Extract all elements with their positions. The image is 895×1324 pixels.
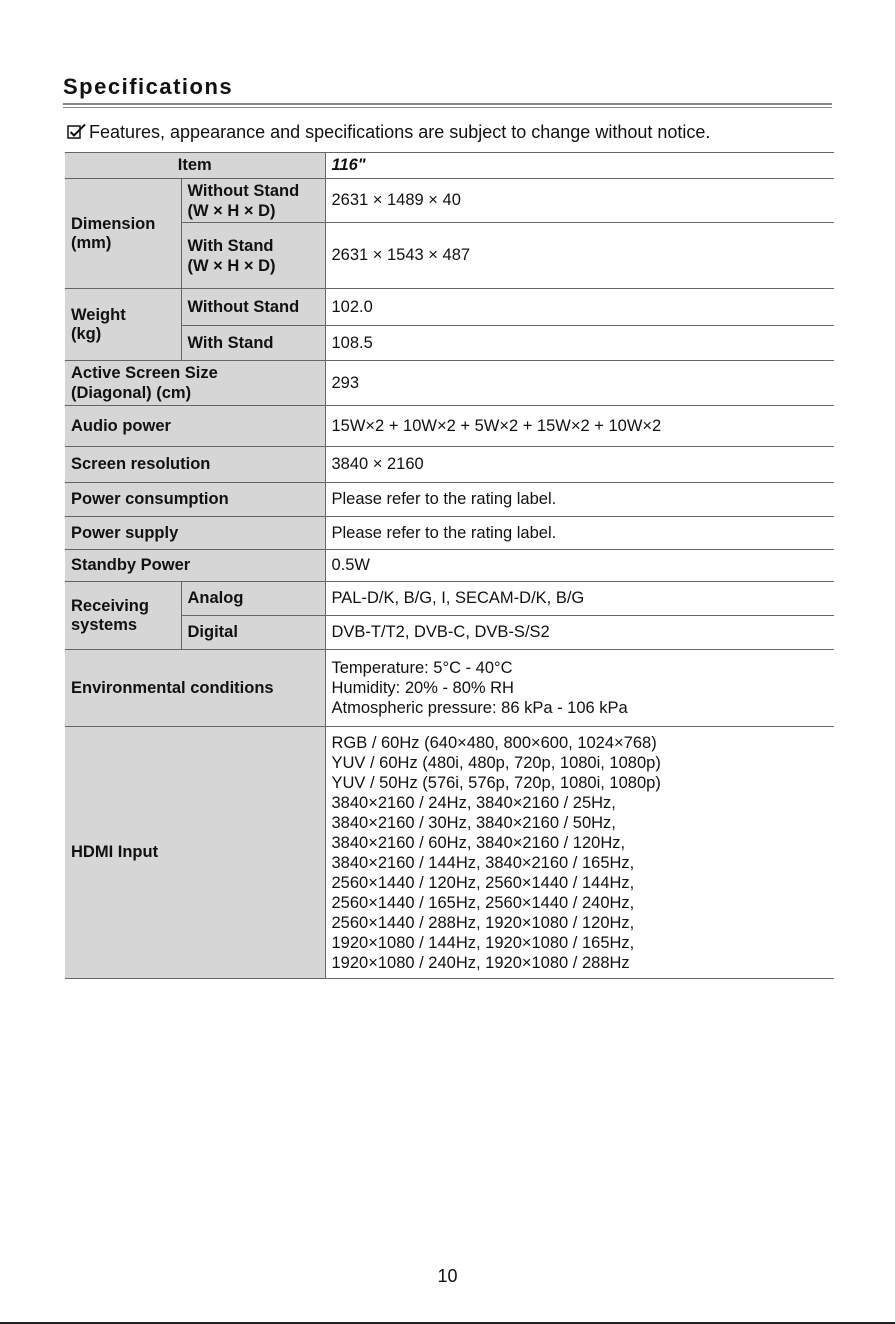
weight-without-stand-value: 102.0: [325, 289, 834, 326]
table-row: [65, 179, 834, 223]
weight-with-stand-value: 108.5: [325, 326, 834, 361]
table-row: [65, 289, 834, 326]
environmental-value: Temperature: 5°C - 40°C Humidity: 20% - 80% RH Atmospheric pressure: 86 kPa - 106 kPa: [325, 650, 834, 727]
receiving-digital-value: DVB-T/T2, DVB-C, DVB-S/S2: [325, 616, 834, 650]
environmental-label: Environmental conditions: [65, 650, 325, 727]
power-consumption-label: Power consumption: [65, 483, 325, 517]
dimension-with-stand-label: With Stand (W × H × D): [181, 223, 325, 289]
title-rule-thin: [63, 107, 832, 108]
table-row: [65, 650, 834, 727]
table-row: [65, 361, 834, 406]
screen-resolution-value: 3840 × 2160: [325, 447, 834, 483]
screen-size-value: 293: [325, 361, 834, 406]
table-row: [65, 406, 834, 447]
table-row: [65, 616, 834, 650]
table-row: [65, 582, 834, 616]
table-row: [65, 223, 834, 289]
notice: [67, 122, 710, 143]
receiving-systems-label: Receiving systems: [65, 582, 181, 650]
table-row: [65, 550, 834, 582]
dimension-with-stand-value: 2631 × 1543 × 487: [325, 223, 834, 289]
receiving-digital-label: Digital: [181, 616, 325, 650]
header-size: 116": [325, 153, 834, 179]
power-supply-value: Please refer to the rating label.: [325, 517, 834, 550]
weight-without-stand-label: Without Stand: [181, 289, 325, 326]
receiving-analog-value: PAL-D/K, B/G, I, SECAM-D/K, B/G: [325, 582, 834, 616]
title-rule: [63, 103, 832, 105]
receiving-analog-label: Analog: [181, 582, 325, 616]
dimension-label: Dimension (mm): [65, 179, 181, 289]
audio-power-label: Audio power: [65, 406, 325, 447]
power-supply-label: Power supply: [65, 517, 325, 550]
screen-size-label: Active Screen Size (Diagonal) (cm): [65, 361, 325, 406]
page-number: 10: [437, 1266, 458, 1286]
standby-power-label: Standby Power: [65, 550, 325, 582]
power-consumption-value: Please refer to the rating label.: [325, 483, 834, 517]
screen-resolution-label: Screen resolution: [65, 447, 325, 483]
weight-with-stand-label: With Stand: [181, 326, 325, 361]
dimension-without-stand-value: 2631 × 1489 × 40: [325, 179, 834, 223]
table-row: [65, 483, 834, 517]
specifications-table: [65, 152, 834, 979]
hdmi-value: RGB / 60Hz (640×480, 800×600, 1024×768) YUV / 60Hz (480i, 480p, 720p, 1080i, 1080p) YUV / 50Hz (576i, 576p, 720p, 1080i, 1080p) 3840×2160 / 24Hz, 3840×2160 / 25Hz, 3840×2160 / 30Hz, 3840×2160 / 50Hz, 3840×2160 / 60Hz, 3840×2160 / 120Hz, 3840×2160 / 144Hz, 3840×2160 / 165Hz, 2560×1440 / 120Hz, 2560×1440 / 144Hz, 2560×1440 / 165Hz, 2560×1440 / 240Hz, 2560×1440 / 288Hz, 1920×1080 / 120Hz, 1920×1080 / 144Hz, 1920×1080 / 165Hz, 1920×1080 / 240Hz, 1920×1080 / 288Hz: [325, 727, 834, 979]
standby-power-value: 0.5W: [325, 550, 834, 582]
notice-text: Features, appearance and specifications are subject to change without notice.: [89, 122, 711, 142]
table-header-row: [65, 153, 834, 179]
checkbox-checked-icon: [67, 123, 87, 139]
table-row: [65, 727, 834, 979]
weight-label: Weight (kg): [65, 289, 181, 361]
table-row: [65, 447, 834, 483]
hdmi-label: HDMI Input: [65, 727, 325, 979]
header-item: Item: [65, 153, 325, 179]
table-row: [65, 517, 834, 550]
dimension-without-stand-label: Without Stand (W × H × D): [181, 179, 325, 223]
audio-power-value: 15W×2 + 10W×2 + 5W×2 + 15W×2 + 10W×2: [325, 406, 834, 447]
page-title: Specifications: [63, 74, 234, 99]
table-row: [65, 326, 834, 361]
